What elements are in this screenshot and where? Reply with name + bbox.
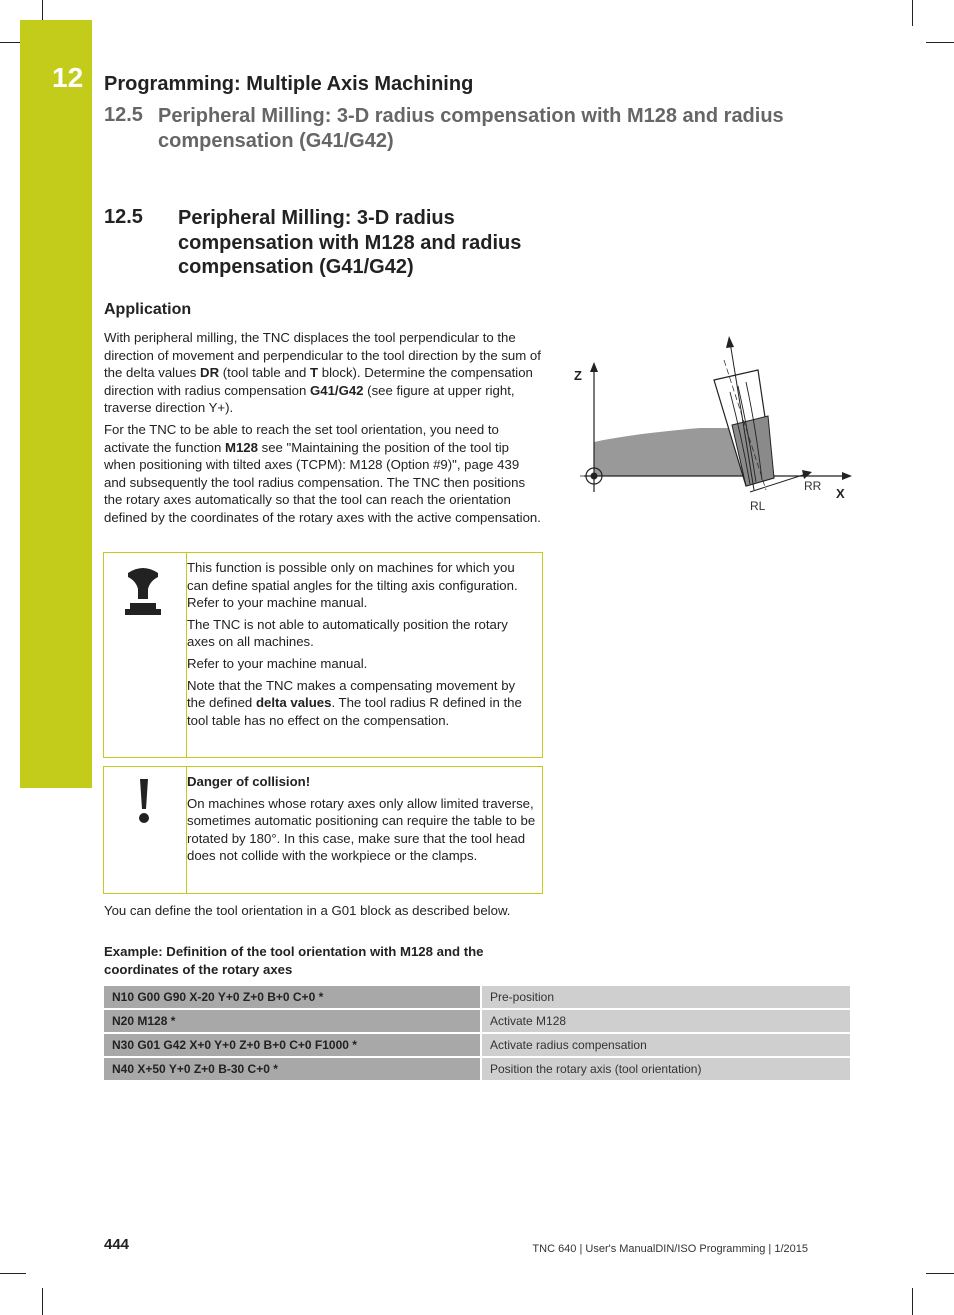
comment-cell: Position the rotary axis (tool orientation): [480, 1058, 850, 1080]
rr-label: RR: [804, 479, 822, 493]
tool-arrow-head: [726, 336, 734, 348]
note2-title: Danger of collision!: [187, 774, 311, 789]
crop-mark: [926, 1273, 954, 1274]
compensation-arrow-head: [802, 470, 812, 479]
rl-label: RL: [750, 499, 766, 513]
note1-p3: Refer to your machine manual.: [187, 655, 368, 671]
after-text: You can define the tool orientation in a G01 block as described below.: [104, 903, 511, 918]
footer-text: TNC 640 | User's ManualDIN/ISO Programming | 1/2015: [532, 1243, 808, 1255]
crop-mark: [912, 1288, 913, 1315]
running-section-title: Peripheral Milling: 3-D radius compensation with M128 and radius compensation (G41/G42): [158, 105, 784, 152]
section-number: 12.5: [104, 206, 143, 228]
section-title: Peripheral Milling: 3-D radius compensation with M128 and radius compensation (G41/G42): [178, 207, 522, 278]
table-row: [104, 1058, 850, 1080]
chapter-number: 12: [52, 62, 84, 93]
code-table: [104, 984, 850, 1082]
machine-manual-icon: [124, 565, 162, 617]
z-label: Z: [574, 368, 582, 383]
x-label: X: [836, 486, 845, 501]
page-number: 444: [104, 1236, 130, 1253]
table-row: [104, 1034, 850, 1056]
note1-p1: This function is possible only on machines for which you can define spatial angles for the tilting axis configuration. Refer to your machine manual.: [187, 560, 518, 611]
example-heading: Example: Definition of the tool orientation with M128 and the coordinates of the rotary axes: [104, 944, 484, 977]
table-row: [104, 1010, 850, 1032]
crop-mark: [926, 42, 954, 43]
crop-mark: [42, 1288, 43, 1315]
comment-cell: Pre-position: [480, 986, 850, 1008]
code-cell: N20 M128 *: [104, 1010, 480, 1032]
note1-p4: Note that the TNC makes a compensating movement by the defined delta values. The tool radius R defined in the tool table has no effect on the compensation.: [187, 677, 522, 728]
danger-note: [103, 766, 543, 894]
table-row: [104, 986, 850, 1008]
x-arrow: [842, 472, 852, 480]
comment-cell: Activate radius compensation: [480, 1034, 850, 1056]
paragraph-2: For the TNC to be able to reach the set tool orientation, you need to activate the function M128 see "Maintaining the position of the tool tip when positioning with tilted axes (TCPM): M128 (Option #9)", page 439 and subsequently the tool radius compensation. The TNC then positions the rotary axes automatically so that the tool can reach the orientation defined by the coordinates of the rotary axes with the active compensation.: [104, 422, 541, 525]
milling-figure: [570, 330, 860, 530]
exclamation-icon: [136, 779, 152, 825]
machine-note: [103, 552, 543, 758]
z-arrow: [590, 362, 598, 372]
paragraph-1: With peripheral milling, the TNC displaces the tool perpendicular to the direction of movement and perpendicular to the tool direction by the sum of the delta values DR (tool table and T block). Determine the compensation direction with radius compensation G41/G42 (see figure at upper right, traverse direction Y+).: [104, 330, 541, 416]
chapter-title: Programming: Multiple Axis Machining: [104, 73, 474, 95]
code-cell: N40 X+50 Y+0 Z+0 B-30 C+0 *: [104, 1058, 480, 1080]
comment-cell: Activate M128: [480, 1010, 850, 1032]
crop-mark: [0, 1273, 26, 1274]
note2-text: On machines whose rotary axes only allow limited traverse, sometimes automatic positioning can require the table to be rotated by 180°. In this case, make sure that the tool head does not collide with the workpiece or the clamps.: [187, 795, 536, 864]
workpiece: [594, 428, 748, 476]
code-cell: N30 G01 G42 X+0 Y+0 Z+0 B+0 C+0 F1000 *: [104, 1034, 480, 1056]
note1-p2: The TNC is not able to automatically position the rotary axes on all machines.: [187, 616, 508, 650]
running-section-number: 12.5: [104, 104, 143, 126]
chapter-tab: [20, 20, 92, 788]
crop-mark: [912, 0, 913, 26]
subheading: Application: [104, 301, 192, 318]
code-cell: N10 G00 G90 X-20 Y+0 Z+0 B+0 C+0 *: [104, 986, 480, 1008]
